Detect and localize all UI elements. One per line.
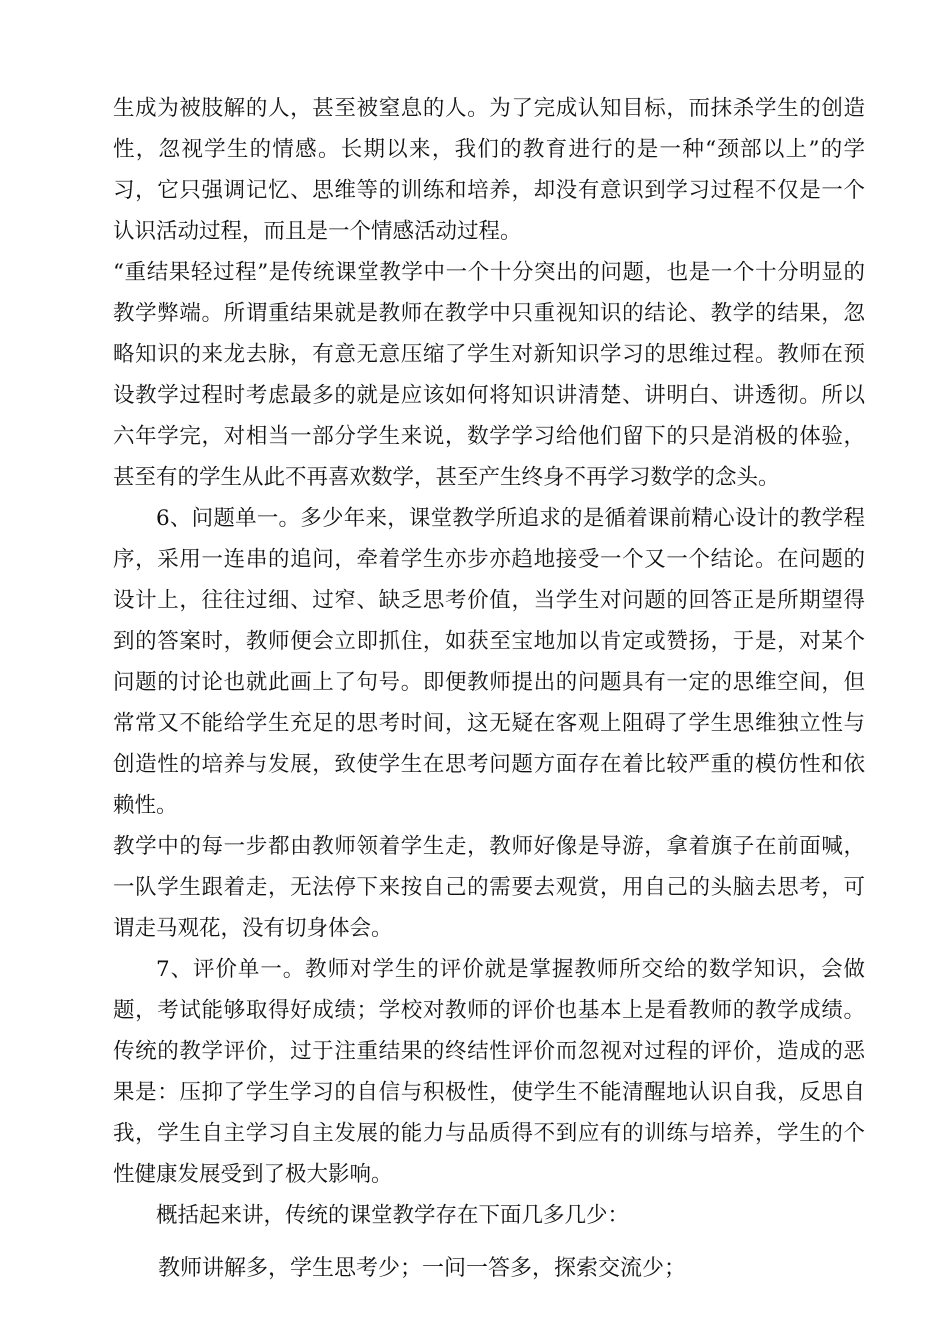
paragraph-5: 7、评价单一。教师对学生的评价就是掌握教师所交给的数学知识，会做题，考试能够取得好成绩；学校对教师的评价也基本上是看教师的教学成绩。传统的教学评价，过于注重结果的终结性评价而忽视对过程的评价，造成的恶果是：压抑了学生学习的自信与积极性，使学生不能清醒地认识自我，反思自我，学生自主学习自主发展的能力与品质得不到应有的训练与培养，学生的个性健康发展受到了极大影响。 — [113, 957, 865, 1187]
paragraph-2: “重结果轻过程”是传统课堂教学中一个十分突出的问题，也是一个十分明显的教学弊端。所谓重结果就是教师在教学中只重视知识的结论、教学的结果，忽略知识的来龙去脉，有意无意压缩了学生对新知识学习的思维过程。教师在预设教学过程时考虑最多的就是应该如何将知识讲清楚、讲明白、讲透彻。所以六年学完，对相当一部分学生来说，数学学习给他们留下的只是消极的体验，甚至有的学生从此不再喜欢数学，甚至产生终身不再学习数学的念头。 — [113, 260, 865, 490]
paragraph-1: 生成为被肢解的人，甚至被窒息的人。为了完成认知目标，而抹杀学生的创造性，忽视学生的情感。长期以来，我们的教育进行的是一种“颈部以上”的学习，它只强调记忆、思维等的训练和培养，却没有意识到学习过程不仅是一个认识活动过程，而且是一个情感活动过程。 — [113, 96, 865, 244]
paragraph-6: 概括起来讲，传统的课堂教学存在下面几多几少： — [156, 1203, 630, 1228]
document-page — [113, 88, 865, 1289]
paragraph-4: 教学中的每一步都由教师领着学生走，教师好像是导游，拿着旗子在前面喊，一队学生跟着走，无法停下来按自己的需要去观赏，用自己的头脑去思考，可谓走马观花，没有切身体会。 — [113, 834, 865, 941]
paragraph-3: 6、问题单一。多少年来，课堂教学所追求的是循着课前精心设计的教学程序，采用一连串的追问，牵着学生亦步亦趋地接受一个又一个结论。在问题的设计上，往往过细、过窄、缺乏思考价值，当学生对问题的回答正是所期望得到的答案时，教师便会立即抓住，如获至宝地加以肯定或赞扬，于是，对某个问题的讨论也就此画上了句号。即便教师提出的问题具有一定的思维空间，但常常又不能给学生充足的思考时间，这无疑在客观上阻碍了学生思维独立性与创造性的培养与发展，致使学生在思考问题方面存在着比较严重的模仿性和依赖性。 — [113, 506, 865, 818]
summary-line: 教师讲解多，学生思考少；一问一答多，探索交流少； — [158, 1256, 687, 1281]
